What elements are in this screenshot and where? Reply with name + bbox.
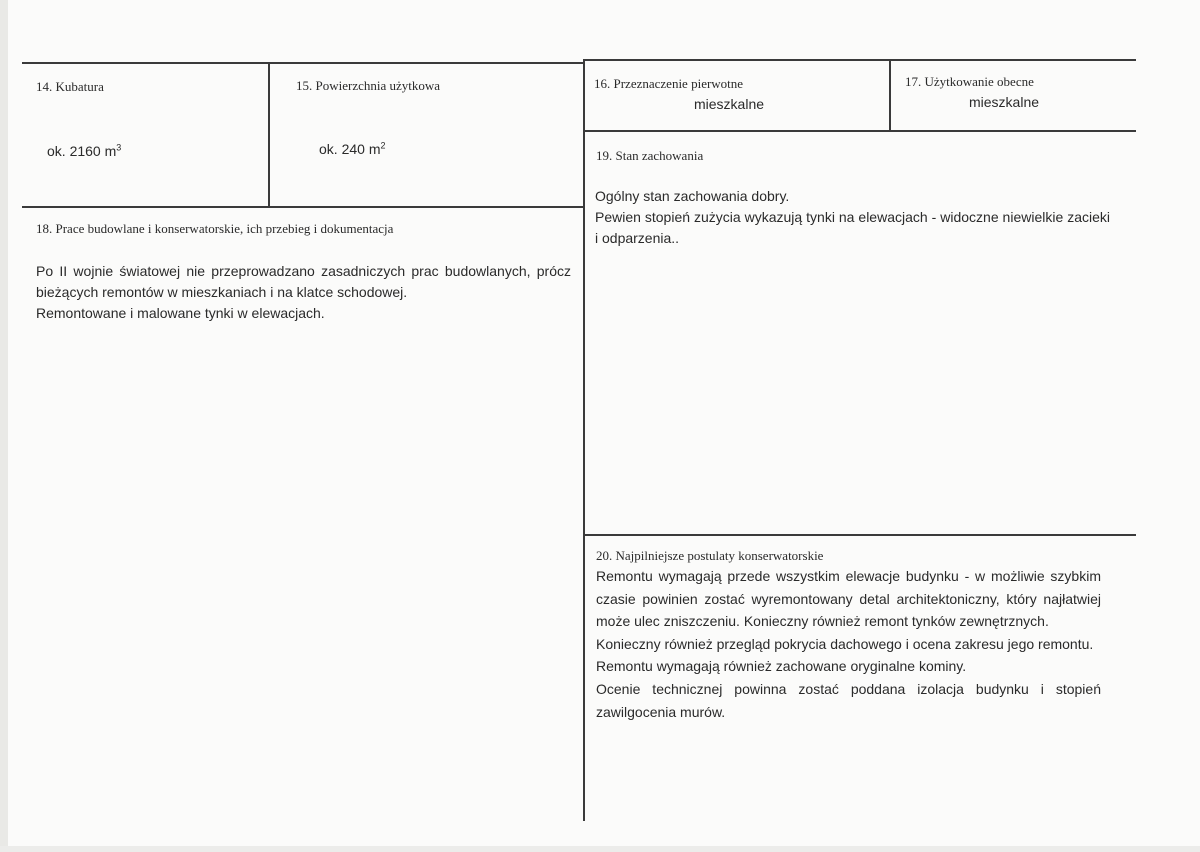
stan-paragraph: Pewien stopień zużycia wykazują tynki na elewacjach - widoczne niewielkie zacieki i odparzenia.. [595, 209, 1110, 246]
postulaty-paragraph: Remontu wymagają również zachowane oryginalne kominy. [596, 658, 967, 675]
przeznaczenie-label: 16. Przeznaczenie pierwotne [594, 76, 744, 91]
kubatura-value-text: ok. 2160 m [47, 143, 117, 159]
grid-line-top-right [584, 59, 1136, 61]
uzytkowanie-value: mieszkalne [969, 94, 1040, 110]
kubatura-value [47, 143, 121, 159]
postulaty-paragraph: Konieczny również przegląd pokrycia dachowego i ocena zakresu jego remontu. [596, 635, 1094, 652]
prace-text [36, 261, 571, 324]
grid-line-mid-left [22, 206, 584, 208]
powierzchnia-value-text: ok. 240 m [319, 141, 381, 157]
prace-label: 18. Prace budowlane i konserwatorskie, ich przebieg i dokumentacja [36, 221, 394, 236]
grid-line-center [583, 59, 585, 821]
prace-paragraph: Po II wojnie światowej nie przeprowadzano zasadniczych prac budowlanych, prócz bieżących remontów w mieszkaniach i na klatce schodowej. [36, 263, 571, 300]
kubatura-label: 14. Kubatura [36, 79, 104, 94]
postulaty-label: 20. Najpilniejsze postulaty konserwatorskie [596, 548, 824, 563]
uzytkowanie-label: 17. Użytkowanie obecne [905, 74, 1034, 89]
kubatura-unit-exponent: 3 [116, 142, 122, 153]
scan-edge-bottom [0, 846, 1200, 852]
przeznaczenie-value: mieszkalne [694, 96, 765, 112]
powierzchnia-label: 15. Powierzchnia użytkowa [296, 78, 441, 93]
grid-line-col-14-15 [268, 62, 270, 207]
stan-paragraph: Ogólny stan zachowania dobry. [595, 188, 790, 204]
powierzchnia-unit-exponent: 2 [380, 140, 386, 151]
grid-line-lower-right [584, 534, 1136, 536]
postulaty-paragraph: Ocenie technicznej powinna zostać poddana izolacja budynku i stopień zawilgocenia murów. [596, 680, 1101, 720]
postulaty-paragraph: Remontu wymagają przede wszystkim elewacje budynku - w możliwie szybkim czasie powinien zostać wyremontowany detal architektoniczny, który najłatwiej może ulec zniszczeniu. Konieczny również remont tynków zewnętrznych. [596, 568, 1101, 630]
grid-line-mid-right [584, 130, 1136, 132]
prace-paragraph: Remontowane i malowane tynki w elewacjach. [36, 305, 325, 321]
stan-label: 19. Stan zachowania [596, 148, 704, 163]
postulaty-text [596, 565, 1101, 723]
powierzchnia-value [319, 141, 386, 157]
stan-text [595, 186, 1110, 249]
grid-line-col-16-17 [889, 59, 891, 131]
grid-line-top-left [22, 62, 584, 64]
scan-edge [0, 0, 8, 852]
